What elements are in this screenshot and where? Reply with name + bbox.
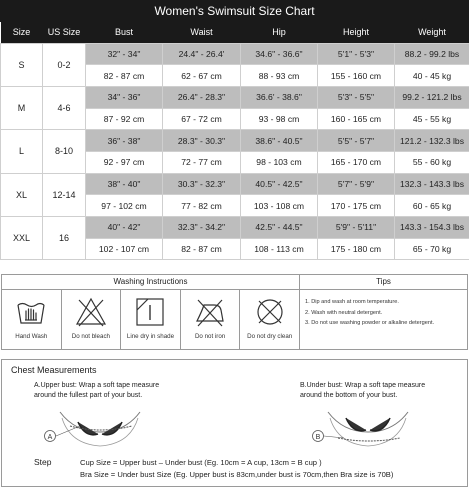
no-dry-clean-icon	[254, 296, 286, 328]
table-row-inch	[1, 217, 469, 239]
cell-waist-cm: 62 - 67 cm	[163, 65, 241, 87]
cell-height-cm: 170 - 175 cm	[318, 195, 395, 217]
figure-a-label: A	[47, 434, 53, 441]
table-row-inch	[1, 43, 469, 65]
size-label: L	[1, 130, 43, 173]
tip-item: 1. Dip and wash at room temperature.	[305, 299, 399, 305]
tips-title: Tips	[300, 275, 467, 290]
hand-wash-icon	[15, 296, 47, 328]
wash-label-no-bleach: Do not bleach	[71, 333, 110, 340]
cell-waist-inch: 26.4" - 28.3"	[163, 86, 241, 108]
cell-weight-cm: 55 - 60 kg	[395, 151, 469, 173]
size-table	[0, 22, 469, 260]
size-label: XL	[1, 173, 43, 216]
cell-hip-cm: 103 - 108 cm	[241, 195, 318, 217]
under-bust-line1: B.Under bust: Wrap a soft tape measure	[300, 382, 426, 389]
cell-weight-cm: 45 - 55 kg	[395, 108, 469, 130]
us-size-label: 0-2	[43, 43, 86, 86]
chest-measurements	[1, 359, 468, 487]
cup-size-formula: Cup Size = Upper bust – Under bust (Eg. 10cm = A cup, 13cm = B cup )	[80, 458, 322, 467]
cell-hip-cm: 93 - 98 cm	[241, 108, 318, 130]
wash-item-line-dry	[121, 290, 181, 350]
line-dry-shade-icon	[134, 296, 166, 328]
cell-bust-inch: 34" - 36"	[86, 86, 163, 108]
cell-waist-cm: 77 - 82 cm	[163, 195, 241, 217]
cell-waist-inch: 24.4" - 26.4'	[163, 43, 241, 65]
cell-waist-cm: 67 - 72 cm	[163, 108, 241, 130]
cell-height-inch: 5'3" - 5'5"	[318, 86, 395, 108]
chart-title: Women's Swimsuit Size Chart	[0, 0, 469, 22]
under-bust-figure	[308, 404, 428, 454]
header-height: Height	[318, 22, 395, 43]
cell-waist-inch: 30.3" - 32.3"	[163, 173, 241, 195]
upper-bust-line1: A.Upper bust: Wrap a soft tape measure	[34, 382, 160, 389]
bra-size-formula: Bra Size = Under bust Size (Eg. Upper bust is 83cm,under bust is 70cm,then Bra size is 70B)	[80, 470, 394, 479]
under-bust-line2: around the bottom of your bust.	[300, 392, 398, 399]
us-size-label: 16	[43, 217, 86, 260]
header-weight: Weight	[395, 22, 469, 43]
cell-hip-inch: 34.6" - 36.6"	[241, 43, 318, 65]
under-bust-instructions	[300, 381, 425, 401]
header-hip: Hip	[241, 22, 318, 43]
cell-hip-inch: 38.6" - 40.5"	[241, 130, 318, 152]
cell-weight-inch: 132.3 - 143.3 lbs	[395, 173, 469, 195]
wash-label-line-dry: Line dry in shade	[126, 333, 175, 340]
size-label: S	[1, 43, 43, 86]
cell-waist-inch: 32.3" - 34.2"	[163, 217, 241, 239]
cell-bust-inch: 36" - 38"	[86, 130, 163, 152]
table-row-inch	[1, 173, 469, 195]
washing-title: Washing Instructions	[2, 275, 299, 290]
upper-bust-figure	[40, 404, 160, 454]
cell-waist-cm: 82 - 87 cm	[163, 238, 241, 260]
cell-weight-inch: 99.2 - 121.2 lbs	[395, 86, 469, 108]
header-bust: Bust	[86, 22, 163, 43]
cell-height-inch: 5'7" - 5'9"	[318, 173, 395, 195]
cell-height-cm: 160 - 165 cm	[318, 108, 395, 130]
cell-hip-inch: 36.6' - 38.6"	[241, 86, 318, 108]
us-size-label: 12-14	[43, 173, 86, 216]
wash-label-hand-wash: Hand Wash	[15, 333, 48, 340]
cell-hip-cm: 98 - 103 cm	[241, 151, 318, 173]
no-iron-icon	[194, 296, 226, 328]
us-size-label: 4-6	[43, 86, 86, 129]
us-size-label: 8-10	[43, 130, 86, 173]
cell-weight-inch: 88.2 - 99.2 lbs	[395, 43, 469, 65]
cell-weight-cm: 40 - 45 kg	[395, 65, 469, 87]
cell-bust-inch: 40" - 42"	[86, 217, 163, 239]
cell-height-inch: 5'9" - 5'11"	[318, 217, 395, 239]
cell-weight-inch: 121.2 - 132.3 lbs	[395, 130, 469, 152]
chest-title: Chest Measurements	[11, 365, 97, 375]
cell-height-inch: 5'1" - 5'3"	[318, 43, 395, 65]
tip-item: 2. Wash with neutral detergent.	[305, 309, 383, 316]
cell-hip-inch: 42.5" - 44.5"	[241, 217, 318, 239]
cell-waist-cm: 72 - 77 cm	[163, 151, 241, 173]
header-size: Size	[1, 22, 43, 43]
wash-item-hand-wash	[2, 290, 62, 350]
step-label: Step	[34, 457, 52, 467]
cell-hip-cm: 88 - 93 cm	[241, 65, 318, 87]
upper-bust-instructions	[34, 381, 159, 401]
table-header-row	[1, 22, 469, 43]
size-label: M	[1, 86, 43, 129]
table-row-inch	[1, 86, 469, 108]
cell-weight-cm: 65 - 70 kg	[395, 238, 469, 260]
cell-weight-cm: 60 - 65 kg	[395, 195, 469, 217]
size-label: XXL	[1, 217, 43, 260]
wash-item-no-iron	[181, 290, 241, 350]
cell-waist-inch: 28.3" - 30.3"	[163, 130, 241, 152]
cell-bust-cm: 82 - 87 cm	[86, 65, 163, 87]
washing-instructions	[1, 274, 300, 350]
wash-item-no-dry-clean	[240, 290, 299, 350]
tips-list	[300, 290, 467, 329]
cell-weight-inch: 143.3 - 154.3 lbs	[395, 217, 469, 239]
cell-bust-cm: 97 - 102 cm	[86, 195, 163, 217]
cell-bust-cm: 92 - 97 cm	[86, 151, 163, 173]
cell-height-cm: 155 - 160 cm	[318, 65, 395, 87]
cell-bust-cm: 87 - 92 cm	[86, 108, 163, 130]
cell-height-inch: 5'5" - 5'7"	[318, 130, 395, 152]
header-waist: Waist	[163, 22, 241, 43]
header-us-size: US Size	[43, 22, 86, 43]
cell-bust-inch: 32" - 34"	[86, 43, 163, 65]
tip-item: 3. Do not use washing powder or alkaline detergent.	[305, 320, 435, 326]
tips-panel	[300, 274, 468, 350]
wash-label-no-dry-clean: Do not dry clean	[247, 333, 293, 340]
table-row-inch	[1, 130, 469, 152]
cell-hip-cm: 108 - 113 cm	[241, 238, 318, 260]
cell-height-cm: 165 - 170 cm	[318, 151, 395, 173]
wash-label-no-iron: Do not iron	[194, 333, 226, 340]
no-bleach-icon	[75, 296, 107, 328]
cell-bust-cm: 102 - 107 cm	[86, 238, 163, 260]
upper-bust-line2: around the fullest part of your bust.	[34, 392, 143, 399]
figure-b-label: B	[315, 434, 321, 441]
cell-bust-inch: 38" - 40"	[86, 173, 163, 195]
cell-hip-inch: 40.5" - 42.5"	[241, 173, 318, 195]
wash-item-no-bleach	[62, 290, 122, 350]
cell-height-cm: 175 - 180 cm	[318, 238, 395, 260]
